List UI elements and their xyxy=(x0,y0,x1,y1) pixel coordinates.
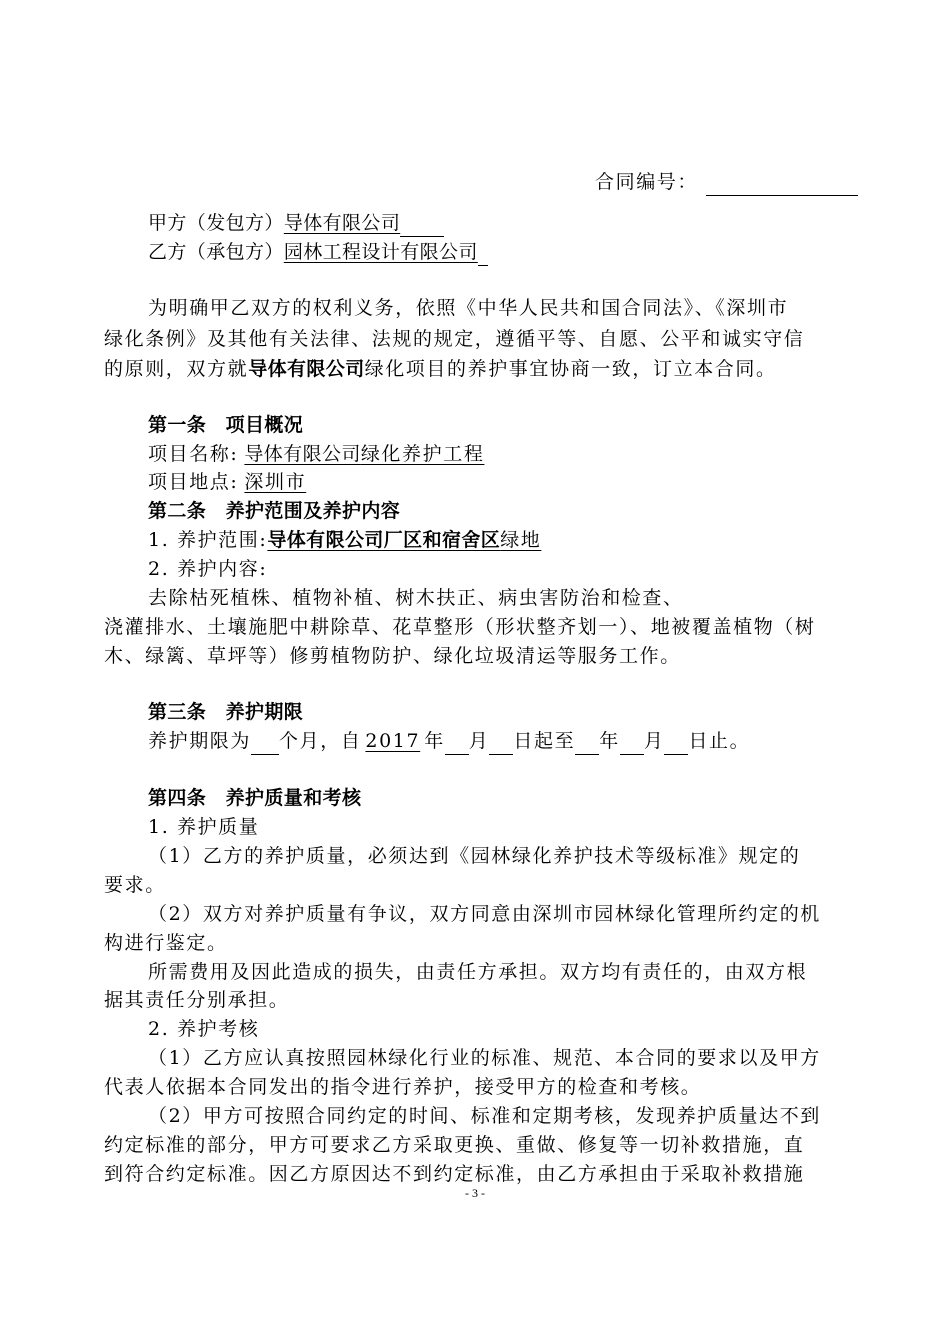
content-line-3: 木、绿篱、草坪等）修剪植物防护、绿化垃圾清运等服务工作。 xyxy=(104,645,681,667)
project-location-line: 项目地点: 深圳市 xyxy=(148,471,307,493)
intro-line-2: 绿化条例》及其他有关法律、法规的规定，遵循平等、自愿、公平和诚实守信 xyxy=(104,328,805,350)
article-3-heading: 第三条 养护期限 xyxy=(148,701,304,723)
quality-label: 1. 养护质量 xyxy=(148,816,260,838)
p3-line-2: 据其责任分别承担。 xyxy=(104,989,290,1011)
p5-line-1: （2）甲方可按照合同约定的时间、标准和定期考核，发现养护质量达不到 xyxy=(148,1105,821,1127)
term-line: 养护期限为 个月，自 2017 年 月 日起至 年 月 日止。 xyxy=(148,727,750,755)
contract-number-blank xyxy=(706,173,858,196)
party-a-line xyxy=(148,209,444,237)
term-start-year: 2017 xyxy=(365,730,421,752)
page-number: - 3 - xyxy=(465,1186,485,1200)
article-2-heading: 第二条 养护范围及养护内容 xyxy=(148,500,401,522)
scope-value: 导体有限公司厂区和宿舍区绿地 xyxy=(267,529,542,551)
party-a-blank xyxy=(400,214,444,237)
party-b-label: 乙方（承包方） xyxy=(148,241,284,263)
p4-line-1: （1）乙方应认真按照园林绿化行业的标准、规范、本合同的要求以及甲方 xyxy=(148,1047,821,1069)
p4-line-2: 代表人依据本合同发出的指令进行养护，接受甲方的检查和考核。 xyxy=(104,1076,702,1098)
p5-line-2: 约定标准的部分，甲方可要求乙方采取更换、重做、修复等一切补救措施，直 xyxy=(104,1134,805,1156)
party-a-label: 甲方（发包方） xyxy=(148,212,284,234)
p2-line-1: （2）双方对养护质量有争议，双方同意由深圳市园林绿化管理所约定的机 xyxy=(148,903,821,925)
project-name-value: 导体有限公司绿化养护工程 xyxy=(244,443,485,465)
party-b-blank xyxy=(478,243,488,266)
party-b-name: 园林工程设计有限公司 xyxy=(283,241,478,263)
party-a-name: 导体有限公司 xyxy=(283,212,401,234)
contract-number-label: 合同编号： xyxy=(595,171,699,193)
intro-line-3: 的原则，双方就导体有限公司绿化项目的养护事宜协商一致，订立本合同。 xyxy=(104,358,777,380)
p3-line-1: 所需费用及因此造成的损失，由责任方承担。双方均有责任的，由双方根 xyxy=(148,961,808,983)
content-line-1: 去除枯死植株、植物补植、树木扶正、病虫害防治和检查、 xyxy=(148,587,684,609)
article-1-heading: 第一条 项目概况 xyxy=(148,414,304,436)
intro-company: 导体有限公司 xyxy=(248,358,365,380)
p2-line-2: 构进行鉴定。 xyxy=(104,932,228,954)
party-b-line xyxy=(148,238,488,266)
content-label: 2. 养护内容: xyxy=(148,558,268,580)
scope-line: 1. 养护范围:导体有限公司厂区和宿舍区绿地 xyxy=(148,529,542,551)
project-location-value: 深圳市 xyxy=(244,471,307,493)
intro-line-1: 为明确甲乙双方的权利义务，依照《中华人民共和国合同法》、《深圳市 xyxy=(148,297,789,319)
p1-line-1: （1）乙方的养护质量，必须达到《园林绿化养护技术等级标准》规定的 xyxy=(148,845,801,867)
p5-line-3: 到符合约定标准。因乙方原因达不到约定标准，由乙方承担由于采取补救措施 xyxy=(104,1163,805,1185)
content-line-2: 浇灌排水、土壤施肥中耕除草、花草整形（形状整齐划一）、地被覆盖植物（树 xyxy=(104,616,816,638)
p1-line-2: 要求。 xyxy=(104,874,166,896)
assessment-label: 2. 养护考核 xyxy=(148,1018,260,1040)
article-4-heading: 第四条 养护质量和考核 xyxy=(148,787,362,809)
project-name-line: 项目名称: 导体有限公司绿化养护工程 xyxy=(148,443,485,465)
contract-number-line xyxy=(595,168,858,196)
